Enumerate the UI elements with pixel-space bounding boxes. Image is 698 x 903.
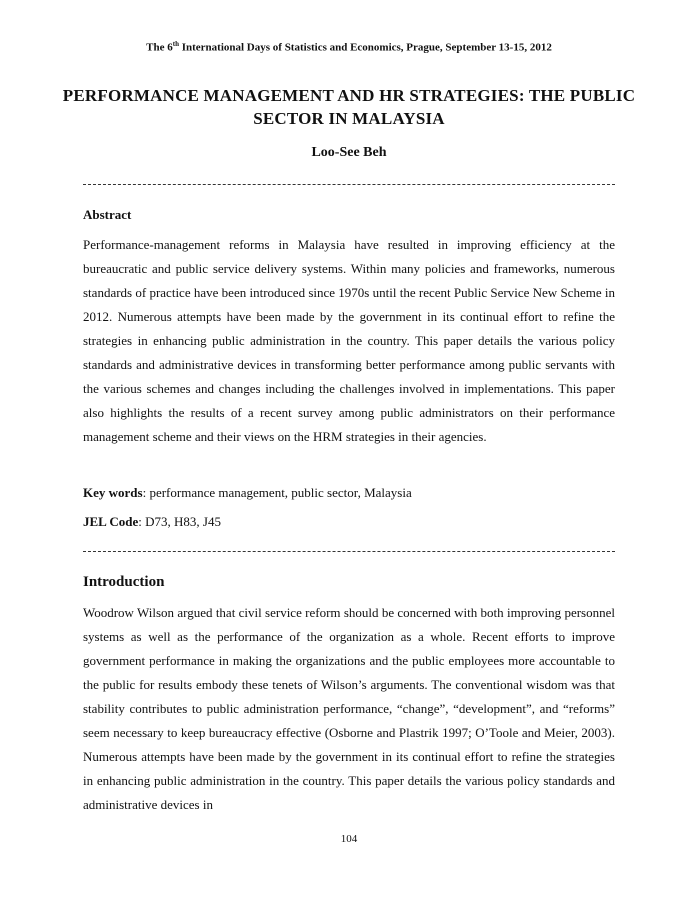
introduction-text: Woodrow Wilson argued that civil service reform should be concerned with both improving personnel systems as well as the performance of the organization as a whole. Recent efforts to improve government performance in making the organizations and the public employees more accountable to the public for results embody these tenets of Wilson’s arguments. The conventional wisdom was that stability contributes to public administration performance, “change”, “development”, and “reforms” seem necessary to keep bureaucracy effective (Osborne and Plastrik 1997; O’Toole and Meier, 2003). Numerous attempts have been made by the government in its continual effort to refine the strategies in enhancing public administration in the country. This paper details the various policy standards and administrative devices in xyxy=(83,605,615,812)
author-name: Loo-See Beh xyxy=(311,145,387,160)
keywords-value: : performance management, public sector, Malaysia xyxy=(142,485,412,500)
paper-title: PERFORMANCE MANAGEMENT AND HR STRATEGIES: THE PUBLIC SECTOR IN MALAYSIA xyxy=(62,86,636,128)
page-number: 104 xyxy=(340,833,358,845)
header-suffix: International Days of Statistics and Economics, Prague, September 13-15, 2012 xyxy=(178,41,552,54)
header-superscript: th xyxy=(172,40,179,48)
introduction-heading: Introduction xyxy=(83,574,165,590)
header-prefix: The 6 xyxy=(146,41,173,54)
jel-code-line xyxy=(83,514,221,530)
jel-code-value: : D73, H83, J45 xyxy=(138,514,221,529)
abstract-heading: Abstract xyxy=(83,207,132,222)
keywords-line xyxy=(83,485,412,501)
dashed-separator-bottom xyxy=(83,551,615,552)
running-header xyxy=(0,40,698,54)
jel-code-label: JEL Code xyxy=(83,514,139,529)
keywords-label: Key words xyxy=(83,485,143,500)
abstract-text: Performance-management reforms in Malaysia have resulted in improving efficiency at the bureaucratic and public service delivery systems. Within many policies and frameworks, numerous standards of practice have been introduced since 1970s until the recent Public Service New Scheme in 2012. Numerous attempts have been made by the government in its continual effort to refine the strategies in enhancing public administration in the country. This paper details the various policy standards and administrative devices in transforming better performance among public servants with the various schemes and changes including the challenges involved in implementations. This paper also highlights the results of a recent survey among public administrators on their performance management scheme and their views on the HRM strategies in their agencies. xyxy=(83,237,615,444)
dashed-separator-top xyxy=(83,184,615,185)
